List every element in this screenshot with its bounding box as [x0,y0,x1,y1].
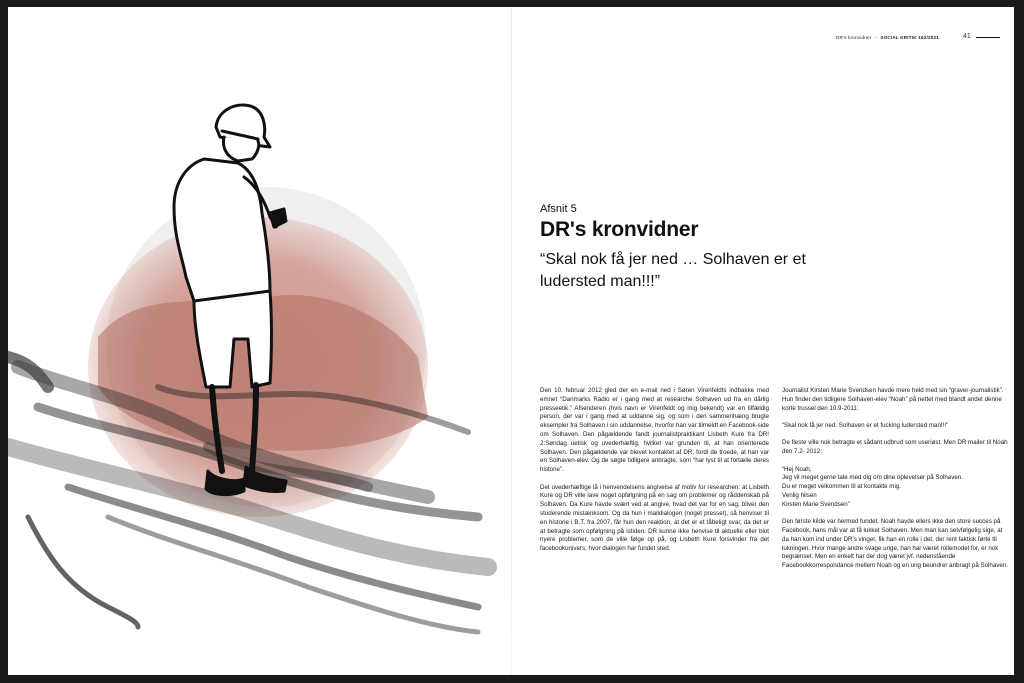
email-line: Du er meget velkommen til at kontakte mig. [782,483,901,491]
page-number: 41 [963,33,971,40]
body-column-left [540,387,769,563]
email-line: Kirsten Marie Svendsen” [782,500,850,508]
running-header-issue: SOCIAL KRITIK 162/2021 [880,35,940,40]
running-header-section: DR's kronvidner [836,35,872,40]
body-paragraph: Det uvederhæftige lå i henvendelsens angivelse af motiv for researchen: at Lisbeth Kure og DR ville lave noget opfølgning på en sag om problemer og råddenskab på Solhaven. Da Kure havde svært ved at angive, hvad det var for en sag, bliver den studerende mistænksom. Og da hun i maildialogen (noget presset), så henviser til en historie i B.T. fra 2007, får hun den reaktion, at det er et tåbeligt svar, da det er at betragte som opfølgning på istiden. DR kunne ikke henvise til aktuelle eller blot nyere problemer, som de ville følge op på, og Lisbeth Kure forsvinder fra det facebookunivers, hvor dialogen har fundet sted. [540,483,769,553]
body-paragraph: Den 10. februar 2012 gled der en e-mail ned i Søren Virenfeldts indbakke med emnet “Danmarks Radio er i gang med at researche Solhaven ud fra en dårlig presseetik.” Afsenderen (hvis navn er Virenfeldt og mig bekendt) var en tilfældig person, der var i gang med at uddanne sig, og som i den sammenhæng brugte eksempler fra Solhaven i sin uddannelse, hvorfor han var tilmeldt en Facebook-side om Solhaven. Den pågældende fandt journalistpraktikant Lisbeth Kure fra DR! 2:Søndag uetisk og uvederhæftig, hvilket var grunden til, at han orienterede Solhaven. Den pågældende var blevet kontaktet af DR, fordi de troede, at han var en Solhaven-elev. Og de søgte tidligere anbragte, som “har lyst til at fortælle deres historie”. [540,387,769,474]
magazine-spread [8,7,1014,675]
email-line: “Hej Noah, [782,465,812,473]
email-line: Venlig hilsen [782,491,817,499]
body-paragraph: De fleste ville nok betragte et sådant udbrud som useriøst. Men DR mailer til Noah den 7.2- 2012: [782,439,1008,456]
page-gutter [511,7,512,675]
body-paragraph: Den første kilde var hermed fundet. Noah havde ellers ikke den store succes på Facebook, hans mål var at få lukket Solhaven. Men man kan selvfølgelig sige, at da han kom ind under DR's vinger, fik han en rolle i det, der rent faktisk førte til lukningen. Hvor mange andre svage unge, han har været rollemodel for, er nok begrænset. Men en enkelt har der dog været jvf. nedenstående Facebookkorrespondance mellem Noah og en ung beundrer anbragt på Solhaven. [782,518,1008,570]
body-column-right [782,387,1011,580]
quoted-email [782,466,1011,510]
article-subtitle: “Skal nok få jer ned … Solhaven er et ludersted man!!!” [540,251,806,290]
body-paragraph: Journalist Kirsten Marie Svendsen havde mere held med sin “graver-journalistik”. Hun finder den tidligere Solhaven-elev “Noah” på nettet med blandt andet denne korte trussel den 10.9-2011: [782,387,1004,412]
header-rule [976,37,1000,38]
section-label: Afsnit 5 [540,203,577,215]
running-header-separator: – [874,35,878,40]
email-line: Jeg vil meget gerne tale med dig om dine oplevelser på Solhaven. [782,474,963,482]
running-header [836,35,939,40]
quoted-post: “Skal nok få jer ned. Solhaven er et fucking ludersted man!!!” [782,421,949,429]
figure-illustration-icon [8,87,498,675]
article-title: DR's kronvidner [540,218,699,241]
